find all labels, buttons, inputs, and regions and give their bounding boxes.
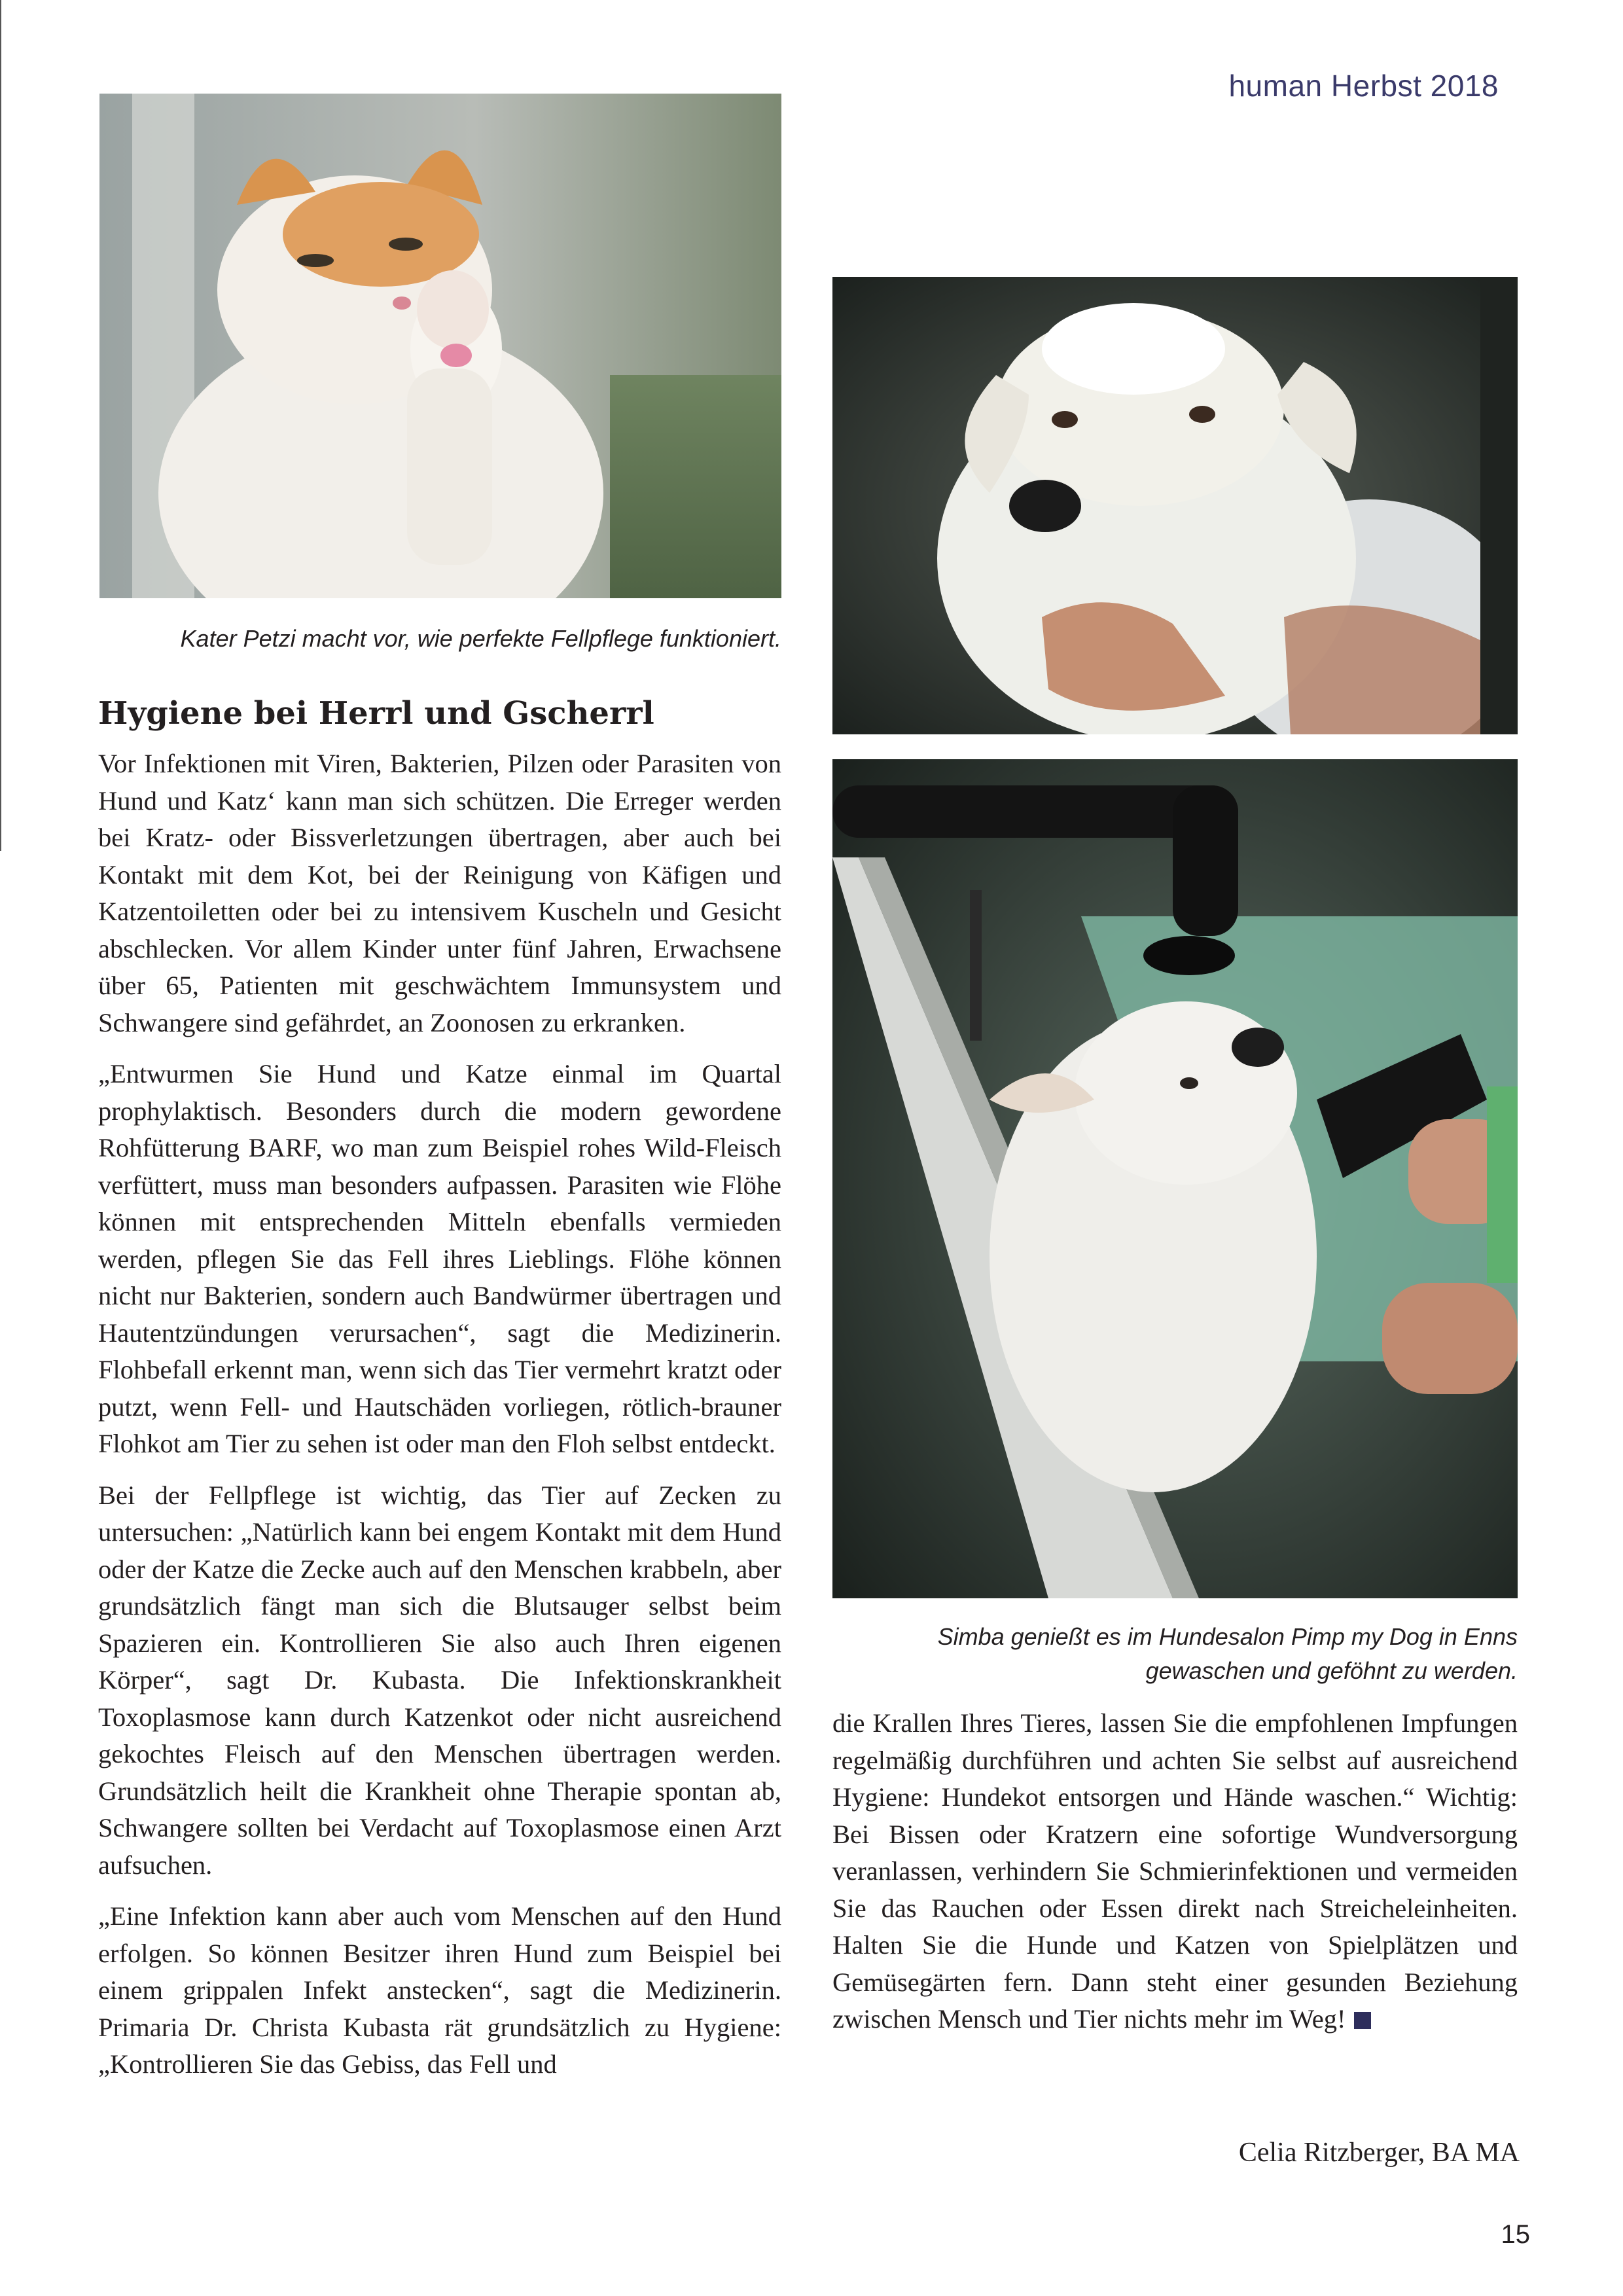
paragraph-conclusion <box>832 1705 1518 2038</box>
cat-licking-paw-photo-icon <box>99 94 781 598</box>
dog-photo-caption-line2: gewaschen und geföhnt zu werden. <box>1145 1657 1518 1684</box>
dog-photo-caption-line1: Simba genießt es im Hundesalon Pimp my Dog in Enns <box>937 1623 1518 1650</box>
cat-photo <box>99 94 781 598</box>
article-right-column <box>832 1705 1518 2053</box>
cat-photo-caption: Kater Petzi macht vor, wie perfekte Fellpflege funktioniert. <box>180 625 781 652</box>
dog-shampoo-photo <box>832 277 1518 734</box>
page-number: 15 <box>1501 2220 1530 2249</box>
end-of-article-square-icon <box>1354 2012 1371 2029</box>
page-edge-rule <box>0 0 1 851</box>
dog-blowdry-photo <box>832 759 1518 1598</box>
paragraph-conclusion-text: die Krallen Ihres Tieres, lassen Sie die empfohlenen Impfungen regelmäßig durchführen und achten Sie selbst auf ausreichend Hygiene: Hundekot entsorgen und Hände waschen.“ Wichtig: Bei Bissen oder Kratzern eine sofortige Wundversorgung veranlassen, verhindern Sie Schmierinfektionen und vermeiden Sie das Rauchen oder Essen direkt nach Streicheleinheiten. Halten Sie die Hunde und Katzen von Spielplätzen und Gemüsegärten fern. Dann steht einer gesunden Beziehung zwischen Mensch und Tier nichts mehr im Weg! <box>832 1708 1518 2034</box>
paragraph-infektion: „Eine Infektion kann aber auch vom Menschen auf den Hund erfolgen. So können Besitzer ihren Hund zum Beispiel bei einem grippalen Infekt anstecken“, sagt die Medizinerin. Primaria Dr. Christa Kubasta rät grundsätzlich zu Hygiene: „Kontrollieren Sie das Gebiss, das Fell und <box>98 1901 781 2079</box>
article-heading: Hygiene bei Herrl und Gscherrl <box>98 695 654 732</box>
article-left-column <box>98 745 781 2098</box>
paragraph-entwurmen: „Entwurmen Sie Hund und Katze einmal im Quartal prophylaktisch. Besonders durch die modern gewordene Rohfütterung BARF, wo man zum Beispiel rohes Wild-Fleisch verfüttert, muss man besonders aufpassen. Parasiten wie Flöhe können mit entsprechenden Mitteln ebenfalls vermieden werden, pflegen Sie das Fell ihres Lieblings. Flöhe können nicht nur Bakterien, sondern auch Bandwürmer übertragen und Hautentzündungen verursachen“, sagt die Medizinerin. Flohbefall erkennt man, wenn sich das Tier vermehrt kratzt oder putzt, wenn Fell- und Hautschäden vorliegen, rötlich-brauner Flohkot am Tier zu sehen ist oder man den Floh selbst entdeckt. <box>98 1059 781 1458</box>
article-author: Celia Ritzberger, BA MA <box>1238 2138 1520 2168</box>
publication-header: human Herbst 2018 <box>1228 69 1499 103</box>
paragraph-intro: Vor Infektionen mit Viren, Bakterien, Pilzen oder Parasiten von Hund und Katz‘ kann man sich schützen. Die Erreger werden bei Kratz- oder Bissverletzungen übertragen, aber auch bei Kontakt mit dem Kot, bei der Reinigung von Käfigen und Katzentoiletten oder bei zu intensivem Kuscheln und Gesicht abschlecken. Vor allem Kinder unter fünf Jahren, Erwachsene über 65, Patienten mit geschwächtem Immunsystem und Schwangere sind gefährdet, an Zoonosen zu erkranken. <box>98 749 781 1037</box>
dog-shampoo-photo-icon <box>832 277 1518 734</box>
paragraph-fellpflege: Bei der Fellpflege ist wichtig, das Tier auf Zecken zu untersuchen: „Natürlich kann bei engem Kontakt mit dem Hund oder der Katze die Zecke auch auf den Menschen krabbeln, aber grundsätzlich fängt man sich die Blutsauger selbst beim Spazieren ein. Kontrollieren Sie also auch Ihren eigenen Körper“, sagt Dr. Kubasta. Die Infektionskrankheit Toxoplasmose kann durch Katzenkot oder nicht ausreichend gekochtes Fleisch auf den Menschen übertragen werden. Grundsätzlich heilt die Krankheit ohne Therapie spontan ab, Schwangere sollten bei Verdacht auf Toxoplasmose einen Arzt aufsuchen. <box>98 1480 781 1880</box>
dog-blowdry-photo-icon <box>832 759 1518 1598</box>
